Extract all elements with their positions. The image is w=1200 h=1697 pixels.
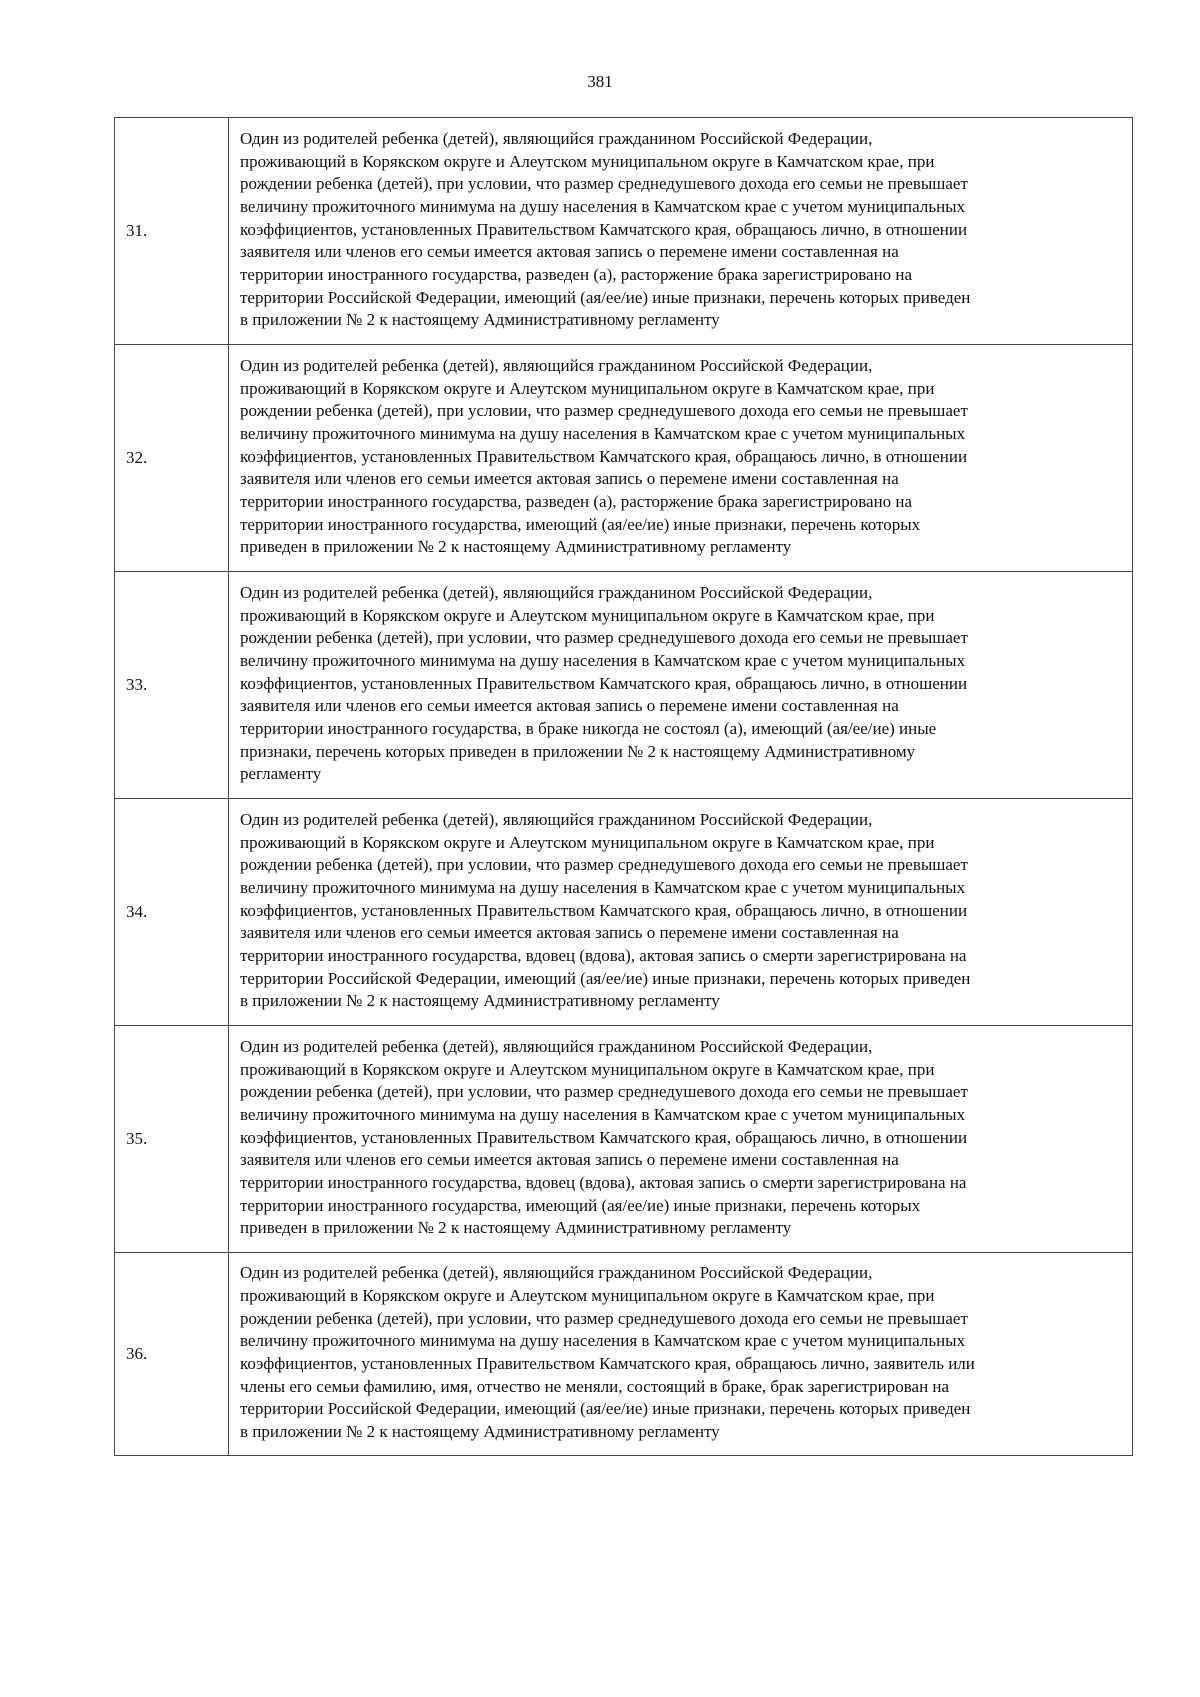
row-number: 32. (115, 345, 229, 572)
description-line: в приложении № 2 к настоящему Административному регламенту (240, 1422, 720, 1442)
description-line: величину прожиточного минимума на душу населения в Камчатском крае с учетом муниципальных (240, 650, 966, 670)
row-description (229, 118, 1133, 345)
description-line: Один из родителей ребенка (детей), являющийся гражданином Российской Федерации, (240, 128, 873, 148)
description-line: рождении ребенка (детей), при условии, что размер среднедушевого дохода его семьи не превышает (240, 855, 968, 875)
description-line: территории иностранного государства, имеющий (ая/ее/ие) иные признаки, перечень которых (240, 1195, 921, 1215)
description-line: территории Российской Федерации, имеющий (ая/ее/ие) иные признаки, перечень которых приведен (240, 968, 971, 988)
description-line: рождении ребенка (детей), при условии, что размер среднедушевого дохода его семьи не превышает (240, 401, 968, 421)
description-line: Один из родителей ребенка (детей), являющийся гражданином Российской Федерации, (240, 1263, 873, 1283)
description-line: коэффициентов, установленных Правительством Камчатского края, обращаюсь лично, в отношении (240, 219, 968, 239)
description-line: заявителя или членов его семьи имеется актовая запись о перемене имени составленная на (240, 696, 899, 716)
description-line: территории иностранного государства, разведен (а), расторжение брака зарегистрировано на (240, 265, 913, 285)
table-row (115, 118, 1133, 345)
row-number: 34. (115, 799, 229, 1026)
description-line: в приложении № 2 к настоящему Административному регламенту (240, 991, 720, 1011)
description-line: приведен в приложении № 2 к настоящему Административному регламенту (240, 537, 792, 557)
description-line: территории иностранного государства, разведен (а), расторжение брака зарегистрировано на (240, 492, 913, 512)
table-row (115, 1253, 1133, 1456)
table-row (115, 799, 1133, 1026)
description-line: рождении ребенка (детей), при условии, что размер среднедушевого дохода его семьи не превышает (240, 1082, 968, 1102)
description-line: территории иностранного государства, вдовец (вдова), актовая запись о смерти зарегистрирована на (240, 946, 967, 966)
row-description (229, 572, 1133, 799)
description-line: регламенту (240, 764, 322, 784)
row-number: 31. (115, 118, 229, 345)
row-description (229, 345, 1133, 572)
description-line: коэффициентов, установленных Правительством Камчатского края, обращаюсь лично, в отношении (240, 673, 968, 693)
description-line: рождении ребенка (детей), при условии, что размер среднедушевого дохода его семьи не превышает (240, 174, 968, 194)
row-number: 33. (115, 572, 229, 799)
description-line: проживающий в Корякском округе и Алеутском муниципальном округе в Камчатском крае, при (240, 1059, 935, 1079)
description-line: проживающий в Корякском округе и Алеутском муниципальном округе в Камчатском крае, при (240, 605, 935, 625)
document-table (114, 117, 1133, 1456)
description-line: коэффициентов, установленных Правительством Камчатского края, обращаюсь лично, в отношении (240, 1127, 968, 1147)
description-line: заявителя или членов его семьи имеется актовая запись о перемене имени составленная на (240, 1150, 899, 1170)
description-line: проживающий в Корякском округе и Алеутском муниципальном округе в Камчатском крае, при (240, 1285, 935, 1305)
description-line: территории иностранного государства, вдовец (вдова), актовая запись о смерти зарегистрирована на (240, 1173, 967, 1193)
description-line: проживающий в Корякском округе и Алеутском муниципальном округе в Камчатском крае, при (240, 151, 935, 171)
table-row (115, 345, 1133, 572)
description-line: территории иностранного государства, в браке никогда не состоял (а), имеющий (ая/ее/ие) иные (240, 719, 937, 739)
description-line: величину прожиточного минимума на душу населения в Камчатском крае с учетом муниципальных (240, 423, 966, 443)
row-description (229, 1026, 1133, 1253)
description-line: величину прожиточного минимума на душу населения в Камчатском крае с учетом муниципальных (240, 877, 966, 897)
description-line: Один из родителей ребенка (детей), являющийся гражданином Российской Федерации, (240, 355, 873, 375)
description-line: величину прожиточного минимума на душу населения в Камчатском крае с учетом муниципальных (240, 1104, 966, 1124)
description-line: территории иностранного государства, имеющий (ая/ее/ие) иные признаки, перечень которых (240, 514, 921, 534)
description-line: Один из родителей ребенка (детей), являющийся гражданином Российской Федерации, (240, 582, 873, 602)
description-line: приведен в приложении № 2 к настоящему Административному регламенту (240, 1218, 792, 1238)
description-line: члены его семьи фамилию, имя, отчество не меняли, состоящий в браке, брак зарегистрирован на (240, 1376, 950, 1396)
description-line: рождении ребенка (детей), при условии, что размер среднедушевого дохода его семьи не превышает (240, 1308, 968, 1328)
description-line: рождении ребенка (детей), при условии, что размер среднедушевого дохода его семьи не превышает (240, 628, 968, 648)
row-number: 35. (115, 1026, 229, 1253)
row-description (229, 799, 1133, 1026)
description-line: заявителя или членов его семьи имеется актовая запись о перемене имени составленная на (240, 469, 899, 489)
description-line: проживающий в Корякском округе и Алеутском муниципальном округе в Камчатском крае, при (240, 378, 935, 398)
page-number: 381 (587, 72, 613, 91)
description-line: проживающий в Корякском округе и Алеутском муниципальном округе в Камчатском крае, при (240, 832, 935, 852)
row-description (229, 1253, 1133, 1456)
description-line: заявителя или членов его семьи имеется актовая запись о перемене имени составленная на (240, 242, 899, 262)
description-line: территории Российской Федерации, имеющий (ая/ее/ие) иные признаки, перечень которых приведен (240, 1399, 971, 1419)
row-number: 36. (115, 1253, 229, 1456)
description-line: Один из родителей ребенка (детей), являющийся гражданином Российской Федерации, (240, 809, 873, 829)
description-line: Один из родителей ребенка (детей), являющийся гражданином Российской Федерации, (240, 1036, 873, 1056)
description-line: величину прожиточного минимума на душу населения в Камчатском крае с учетом муниципальных (240, 1331, 966, 1351)
description-line: коэффициентов, установленных Правительством Камчатского края, обращаюсь лично, в отношении (240, 446, 968, 466)
table-row (115, 1026, 1133, 1253)
description-line: в приложении № 2 к настоящему Административному регламенту (240, 310, 720, 330)
table-body (115, 118, 1133, 1456)
table-row (115, 572, 1133, 799)
description-line: коэффициентов, установленных Правительством Камчатского края, обращаюсь лично, заявитель или (240, 1354, 975, 1373)
description-line: признаки, перечень которых приведен в приложении № 2 к настоящему Административному (240, 741, 916, 761)
description-line: величину прожиточного минимума на душу населения в Камчатском крае с учетом муниципальных (240, 196, 966, 216)
description-line: заявителя или членов его семьи имеется актовая запись о перемене имени составленная на (240, 923, 899, 943)
description-line: коэффициентов, установленных Правительством Камчатского края, обращаюсь лично, в отношении (240, 900, 968, 920)
description-line: территории Российской Федерации, имеющий (ая/ее/ие) иные признаки, перечень которых приведен (240, 287, 971, 307)
